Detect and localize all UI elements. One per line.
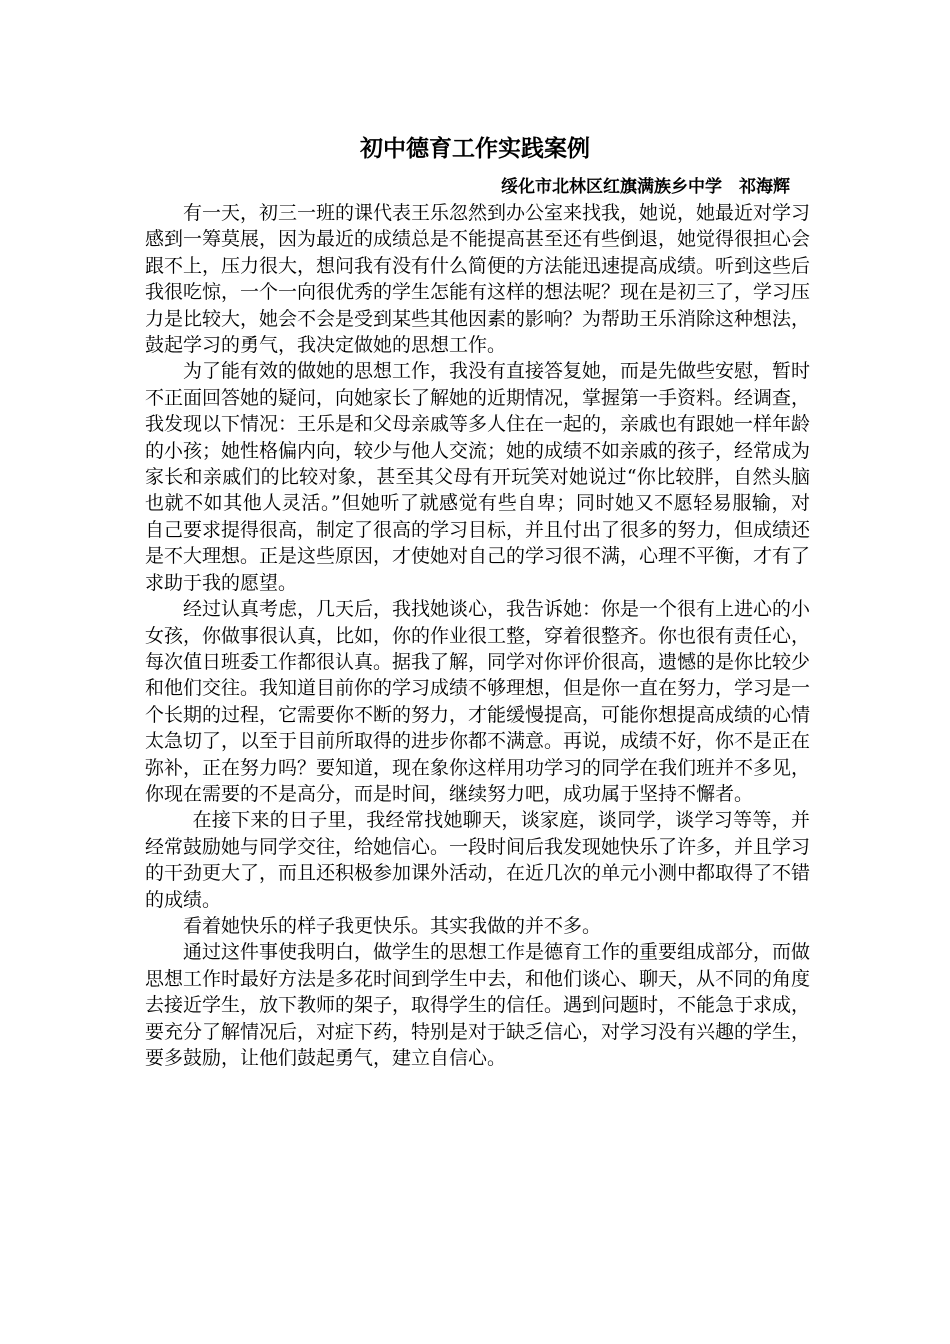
paragraph: 在接下来的日子里，我经常找她聊天，谈家庭，谈同学，谈学习等等，并经常鼓励她与同学交往，给她信心。一段时间后我发现她快乐了许多，并且学习的干劲更大了，而且还积极参加课外活动，在近几次的单元小测中都取得了不错的成绩。 [145, 809, 811, 911]
document-title: 初中德育工作实践案例 [360, 136, 590, 162]
document-body [145, 200, 810, 1071]
paragraph: 经过认真考虑，几天后，我找她谈心，我告诉她：你是一个很有上进心的小女孩，你做事很认真，比如，你的作业很工整，穿着很整齐。你也很有责任心，每次值日班委工作都很认真。据我了解，同学对你评价很高，遗憾的是你比较少和他们交往。我知道目前你的学习成绩不够理想，但是你一直在努力，学习是一个长期的过程，它需要你不断的努力，才能缓慢提高，可能你想提高成绩的心情太急切了，以至于目前所取得的进步你都不满意。再说，成绩不好，你不是正在弥补，正在努力吗？要知道，现在象你这样用功学习的同学在我们班并不多见，你现在需要的不是高分，而是时间，继续努力吧，成功属于坚持不懈者。 [145, 598, 811, 805]
author-line: 绥化市北林区红旗满族乡中学 祁海辉 [501, 177, 790, 197]
paragraph: 通过这件事使我明白，做学生的思想工作是德育工作的重要组成部分，而做思想工作时最好方法是多花时间到学生中去，和他们谈心、聊天，从不同的角度去接近学生，放下教师的架子，取得学生的信任。遇到问题时，不能急于求成，要充分了解情况后，对症下药，特别是对于缺乏信心，对学习没有兴趣的学生，要多鼓励，让他们鼓起勇气，建立自信心。 [145, 941, 811, 1069]
paragraph: 看着她快乐的样子我更快乐。其实我做的并不多。 [183, 914, 602, 937]
paragraph: 为了能有效的做她的思想工作，我没有直接答复她，而是先做些安慰，暂时不正面回答她的疑问，向她家长了解她的近期情况，掌握第一手资料。经调查，我发现以下情况：王乐是和父母亲戚等多人住在一起的，亲戚也有跟她一样年龄的小孩；她性格偏内向，较少与他人交流；她的成绩不如亲戚的孩子，经常成为家长和亲戚们的比较对象，甚至其父母有开玩笑对她说过“你比较胖，自然头脑也就不如其他人灵活。”但她听了就感觉有些自卑；同时她又不愿轻易服输，对自己要求提得很高，制定了很高的学习目标，并且付出了很多的努力，但成绩还是不大理想。正是这些原因，才使她对自己的学习很不满，心理不平衡，才有了求助于我的愿望。 [145, 360, 811, 594]
paragraph: 有一天，初三一班的课代表王乐忽然到办公室来找我，她说，她最近对学习感到一筹莫展，因为最近的成绩总是不能提高甚至还有些倒退，她觉得很担心会跟不上，压力很大，想问我有没有什么简便的方法能迅速提高成绩。听到这些后我很吃惊，一个一向很优秀的学生怎能有这样的想法呢？现在是初三了，学习压力是比较大，她会不会是受到某些其他因素的影响？为帮助王乐消除这种想法，鼓起学习的勇气，我决定做她的思想工作。 [145, 202, 811, 357]
